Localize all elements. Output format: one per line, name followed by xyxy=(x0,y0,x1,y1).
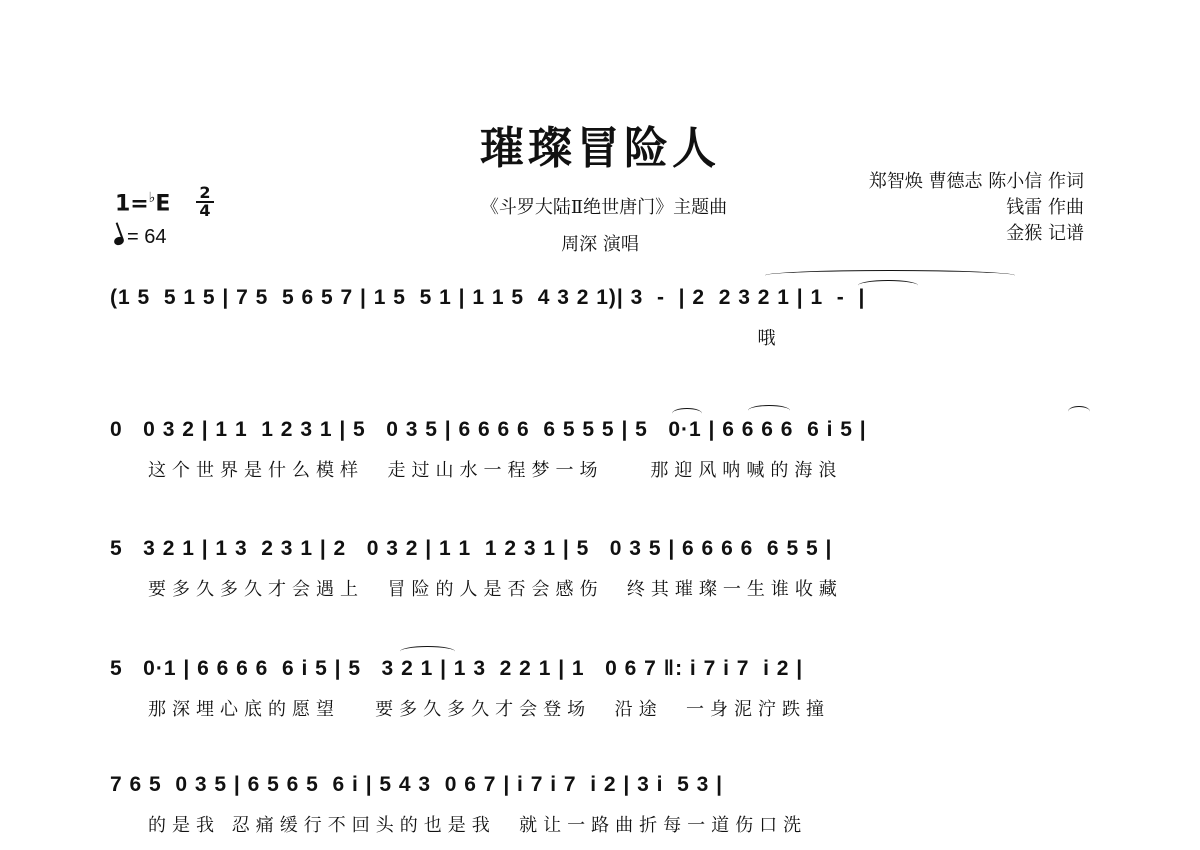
system-4 xyxy=(110,657,1095,721)
key-signature xyxy=(115,190,170,216)
lyric-line: 的是我 忍痛缓行不回头的也是我 就让一路曲折每一道伤口洗 xyxy=(148,815,808,836)
time-signature-bottom: 4 xyxy=(199,201,211,220)
system-3 xyxy=(110,537,1095,601)
key-prefix: 1= xyxy=(115,191,149,217)
slur-mark xyxy=(1068,406,1090,417)
notation-line: 7 6 5 0 3 5 | 6 5 6 5 6 i | 5 4 3 0 6 7 | i 7 i 7 i 2 | 3 i 5 3 | xyxy=(110,773,724,796)
notation-line: 5 0·1 | 6 6 6 6 6 i 5 | 5 3 2 1 | 1 3 2 2 1 | 1 0 6 7 ‖: i 7 i 7 i 2 | xyxy=(110,657,804,680)
transcriber-credit: 金猴 记谱 xyxy=(1006,223,1084,244)
lyricist-credit: 郑智焕 曹德志 陈小信 作词 xyxy=(868,171,1084,192)
singer-credit: 周深 演唱 xyxy=(561,234,639,255)
lyric-line: 哦 xyxy=(148,328,782,349)
song-subtitle: 《斗罗大陆Ⅱ绝世唐门》主题曲 xyxy=(480,197,728,218)
time-signature xyxy=(196,183,214,220)
notation-line: (1 5 5 1 5 | 7 5 5 6 5 7 | 1 5 5 1 | 1 1 5 4 3 2 1)| 3 - | 2 2 3 2 1 | 1 - | xyxy=(110,286,866,309)
lyric-line: 要多久多久才会遇上 冒险的人是否会感伤 终其璀璨一生谁收藏 xyxy=(148,579,843,600)
tempo-value: = 64 xyxy=(127,226,167,248)
song-title: 璀璨冒险人 xyxy=(480,123,720,174)
notation-line: 0 0 3 2 | 1 1 1 2 3 1 | 5 0 3 5 | 6 6 6 6 6 5 5 5 | 5 0·1 | 6 6 6 6 6 i 5 | xyxy=(110,418,867,441)
composer-credit: 钱雷 作曲 xyxy=(1006,197,1084,218)
lyric-line: 那深埋心底的愿望 要多久多久才会登场 沿途 一身泥泞跌撞 xyxy=(148,699,831,720)
key-note: E xyxy=(155,191,171,217)
notation-line: 5 3 2 1 | 1 3 2 3 1 | 2 0 3 2 | 1 1 1 2 3 1 | 5 0 3 5 | 6 6 6 6 6 5 5 | xyxy=(110,537,833,560)
slur-mark xyxy=(400,646,455,657)
slur-mark xyxy=(672,408,702,419)
slur-mark xyxy=(748,405,790,416)
system-1 xyxy=(110,286,1095,350)
quarter-note-icon xyxy=(113,236,125,247)
flat-icon: ♭ xyxy=(148,190,156,206)
lyric-line: 这个世界是什么模样 走过山水一程梦一场 那迎风呐喊的海浪 xyxy=(148,460,843,481)
system-5 xyxy=(110,773,1095,837)
tempo-marking xyxy=(114,226,166,249)
time-signature-top: 2 xyxy=(199,183,211,202)
slur-mark xyxy=(858,280,918,291)
system-2 xyxy=(110,418,1095,482)
